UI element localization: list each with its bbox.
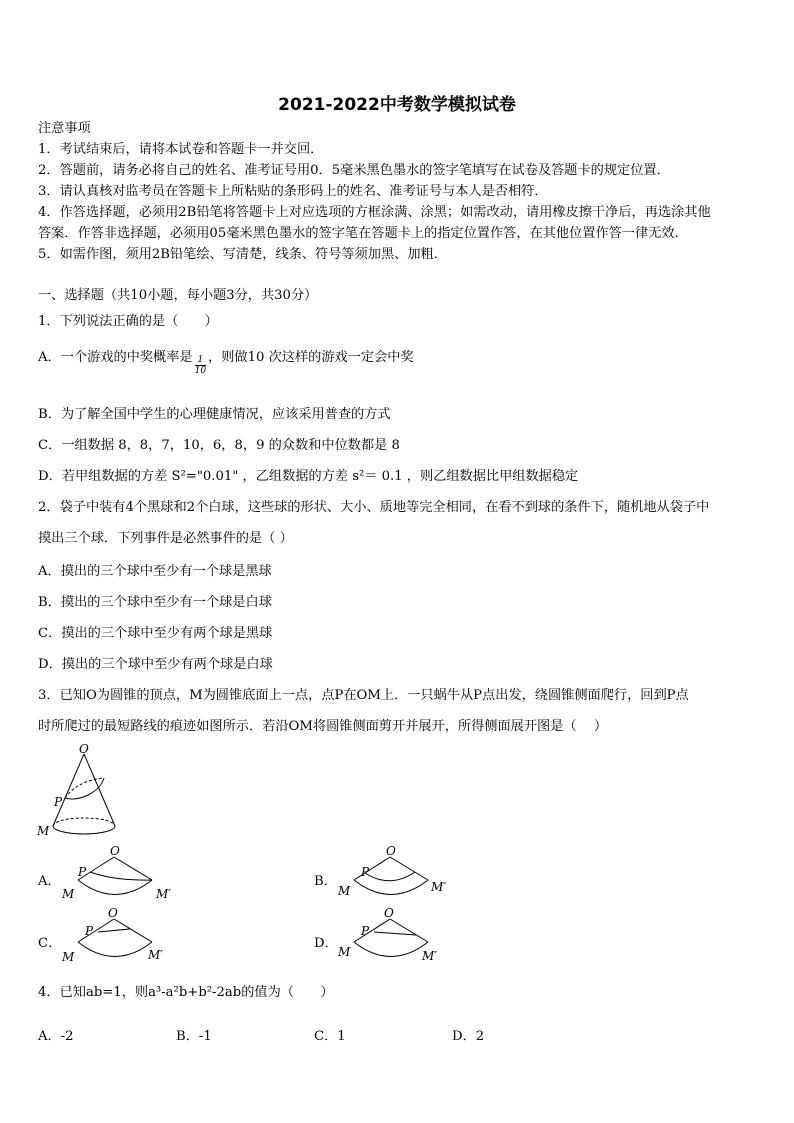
q3-option-d-label: D． bbox=[314, 936, 338, 951]
q1-option-c: C．一组数据 8，8，7，10，6，8，9 的众数和中位数都是 8 bbox=[38, 438, 400, 453]
label-M: M bbox=[62, 950, 75, 964]
q1-stem: 1．下列说法正确的是（ ） bbox=[38, 314, 218, 329]
q4-option-d: D．2 bbox=[452, 1029, 485, 1044]
page-title: 2021-2022中考数学模拟试卷 bbox=[278, 95, 516, 115]
fraction-denominator: 10 bbox=[194, 366, 207, 376]
label-M: M bbox=[338, 884, 351, 898]
notice-item: 3．请认真核对监考员在答题卡上所粘贴的条形码上的姓名、准考证号与本人是否相符． bbox=[38, 184, 548, 199]
q1-option-a bbox=[38, 347, 414, 376]
fraction bbox=[195, 355, 206, 376]
label-P: P bbox=[78, 865, 87, 879]
q3-option-c-figure bbox=[58, 905, 178, 970]
q4-stem: 4．已知ab=1，则a³-a²b+b²-2ab的值为（ ） bbox=[38, 985, 334, 1000]
q4-option-b: B．-1 bbox=[176, 1029, 212, 1044]
q3-stem-cont: 时所爬过的最短路线的痕迹如图所示．若沿OM将圆锥侧面剪开并展开，所得侧面展开图是（ ） bbox=[38, 719, 608, 734]
label-M-prime: M′ bbox=[431, 880, 447, 894]
label-M-prime: M′ bbox=[148, 948, 164, 962]
label-O: O bbox=[384, 906, 394, 920]
q2-option-a: A．摸出的三个球中至少有一个球是黑球 bbox=[38, 564, 272, 579]
q4-option-c: C．1 bbox=[314, 1029, 346, 1044]
q3-option-a-label: A． bbox=[38, 874, 61, 889]
q3-option-b-label: B． bbox=[314, 874, 337, 889]
q3-option-b-figure bbox=[334, 843, 454, 908]
label-O: O bbox=[110, 844, 120, 858]
label-O: O bbox=[79, 742, 89, 756]
label-P: P bbox=[85, 924, 94, 938]
q2-option-c: C．摸出的三个球中至少有两个球是黑球 bbox=[38, 626, 273, 641]
label-M: M bbox=[62, 887, 75, 901]
cone-figure bbox=[34, 742, 124, 842]
notice-item: 5．如需作图，须用2B铅笔绘、写清楚，线条、符号等须加黑、加粗． bbox=[38, 247, 447, 262]
section-heading: 一、选择题（共10小题，每小题3分，共30分） bbox=[38, 288, 318, 303]
label-M-prime: M′ bbox=[156, 887, 172, 901]
label-P: P bbox=[361, 865, 370, 879]
q1-option-a-text-end: ，则做10 次这样的游戏一定会中奖 bbox=[208, 350, 414, 365]
label-P: P bbox=[54, 795, 63, 809]
q2-option-d: D．摸出的三个球中至少有两个球是白球 bbox=[38, 657, 273, 672]
q2-option-b: B．摸出的三个球中至少有一个球是白球 bbox=[38, 595, 272, 610]
fraction-numerator: 1 bbox=[195, 355, 206, 366]
label-O: O bbox=[386, 844, 396, 858]
label-M: M bbox=[338, 945, 351, 959]
q3-option-d-figure bbox=[334, 905, 454, 970]
notice-item: 2．答题前，请务必将自己的姓名、准考证号用0．5毫米黑色墨水的签字笔填写在试卷及答题卡的规定位置． bbox=[38, 163, 670, 178]
label-P: P bbox=[361, 924, 370, 938]
notice-item: 4．作答选择题，必须用2B铅笔将答题卡上对应选项的方框涂满、涂黑；如需改动，请用橡皮擦干净后，再选涂其他 bbox=[38, 205, 711, 220]
q1-option-d: D．若甲组数据的方差 S²="0.01" ，乙组数据的方差 s²＝ 0.1 ，则乙组数据比甲组数据稳定 bbox=[38, 469, 579, 484]
q2-stem-cont: 摸出三个球．下列事件是必然事件的是（ ） bbox=[38, 531, 293, 546]
q3-stem: 3．已知O为圆锥的顶点，M为圆锥底面上一点，点P在OM上．一只蜗牛从P点出发，绕圆锥侧面爬行，回到P点 bbox=[38, 688, 689, 703]
q2-stem: 2．袋子中装有4个黑球和2个白球，这些球的形状、大小、质地等完全相同，在看不到球的条件下，随机地从袋子中 bbox=[38, 500, 710, 515]
q1-option-a-text: A．一个游戏的中奖概率是 bbox=[38, 350, 193, 365]
label-M-prime: M′ bbox=[422, 949, 438, 963]
notice-item: 1．考试结束后，请将本试卷和答题卡一并交回． bbox=[38, 142, 324, 157]
label-O: O bbox=[108, 906, 118, 920]
notice-heading: 注意事项 bbox=[38, 121, 91, 136]
q1-option-b: B．为了解全国中学生的心理健康情况，应该采用普查的方式 bbox=[38, 407, 391, 422]
q4-option-a: A．-2 bbox=[38, 1029, 74, 1044]
notice-item: 答案．作答非选择题，必须用05毫米黑色墨水的签字笔在答题卡上的指定位置作答，在其他位置作答一律无效． bbox=[38, 226, 688, 241]
q3-option-a-figure bbox=[58, 843, 178, 908]
q3-option-c-label: C． bbox=[38, 936, 62, 951]
label-M: M bbox=[37, 824, 50, 838]
